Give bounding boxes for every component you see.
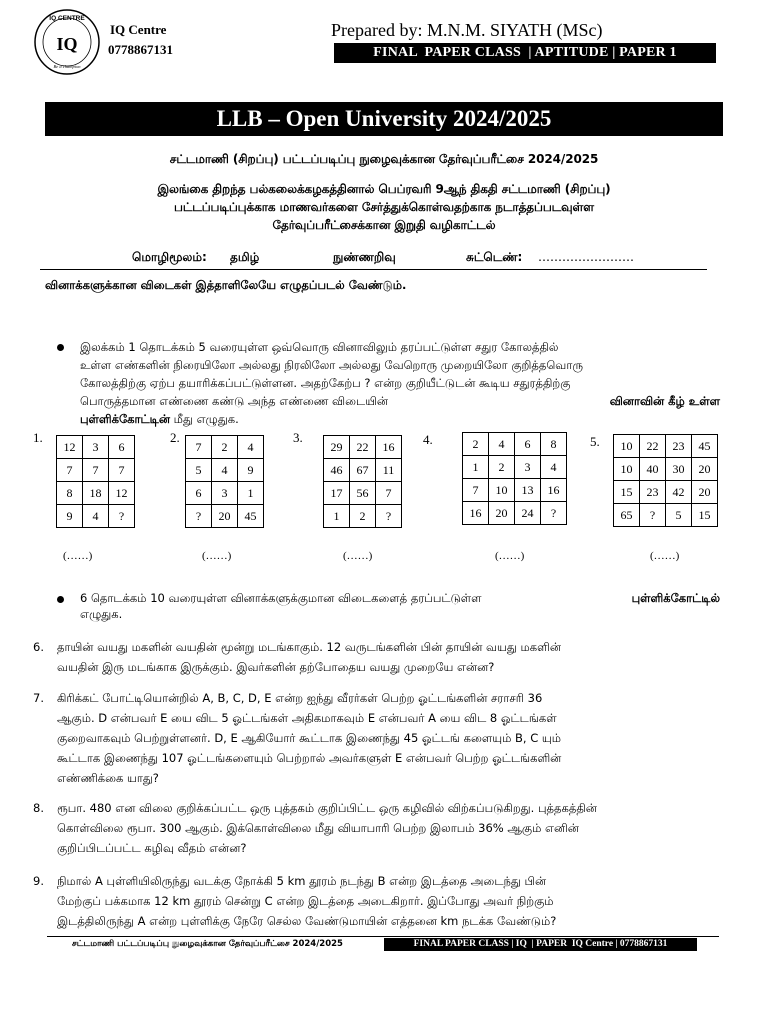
question-text: நிமால் A புள்ளியிலிருந்து வடக்கு நோக்கி 5 km தூரம் நடந்து B என்ற இடத்தை அடைந்து பின் மேற்குப் பக்கமாக 12 km தூரம் சென்று C என்ற இடத்தை அடைகிறார். இப்போது அவர் நிற்கும் இடத்திலிருந்து A என்ற புள்ளிக்கு நேரே செல்ல வேண்டுமாயின் எத்தனை km நடக்க வேண்டும்?	[57, 874, 557, 928]
grid-cell: 56	[350, 482, 376, 505]
grid-cell: 7	[57, 459, 83, 482]
grid-cell: 7	[83, 459, 109, 482]
number-grid	[323, 435, 402, 528]
answer-blank[interactable]: (……)	[495, 550, 525, 562]
grid-cell: 10	[489, 479, 515, 502]
grid-cell: 30	[666, 458, 692, 481]
grid-cell-unknown: ?	[186, 505, 212, 528]
grid-cell: 4	[238, 436, 264, 459]
answer-blank[interactable]: (……)	[343, 550, 373, 562]
grid-cell: 45	[692, 435, 718, 458]
grid-cell: 65	[614, 504, 640, 527]
grid-cell: 5	[186, 459, 212, 482]
grid-cell: 9	[238, 459, 264, 482]
number-grid	[56, 435, 135, 528]
grid-number: 3.	[293, 430, 303, 445]
grid-cell: 4	[212, 459, 238, 482]
question-number: 8.	[33, 801, 44, 815]
grid-cell: 2	[489, 456, 515, 479]
grid-cell: 11	[376, 459, 402, 482]
medium-label: மொழிமூலம்:	[132, 250, 207, 264]
grid-cell: 23	[640, 481, 666, 504]
footer-bar: FINAL PAPER CLASS | IQ | PAPER IQ Centre | 0778867131	[384, 938, 697, 951]
grid-cell-unknown: ?	[376, 505, 402, 528]
grid-cell: 4	[83, 505, 109, 528]
answer-blank[interactable]: (……)	[63, 550, 93, 562]
footer-rule	[47, 936, 719, 937]
prepared-by: Prepared by: M.N.M. SIYATH (MSc)	[331, 20, 603, 40]
logo-bottom-text: Be a champion	[53, 64, 81, 69]
grid-cell: 42	[666, 481, 692, 504]
grid-cell: 17	[324, 482, 350, 505]
page-title: LLB – Open University 2024/2025	[45, 102, 723, 136]
intro-line-3: தேர்வுப்பரீட்சைக்கான இறுதி வழிகாட்டல்	[272, 218, 496, 232]
answer-blank[interactable]: (……)	[650, 550, 680, 562]
grid-cell: 9	[57, 505, 83, 528]
logo-top-text: IQ CENTRE	[49, 15, 85, 22]
grid-cell: 24	[515, 502, 541, 525]
grid-cell: 7	[186, 436, 212, 459]
bullet	[57, 344, 64, 351]
grid-cell: 6	[515, 433, 541, 456]
grid-number: 2.	[170, 430, 180, 445]
instruction: வினாக்களுக்கான விடைகள் இத்தாளிலேயே எழுதப்படல் வேண்டும்.	[45, 278, 407, 292]
grid-cell: 20	[212, 505, 238, 528]
grid-cell: 6	[109, 436, 135, 459]
grid-cell: 15	[692, 504, 718, 527]
answer-blank[interactable]: (……)	[202, 550, 232, 562]
logo-mark: IQ	[56, 34, 78, 54]
grid-cell: 1	[324, 505, 350, 528]
grid-cell: 13	[515, 479, 541, 502]
section1-text: இலக்கம் 1 தொடக்கம் 5 வரையுள்ள ஒவ்வொரு வினாவிலும் தரப்பட்டுள்ள சதுர கோலத்தில் உள்ள எண்களின் நிரையிலோ அல்லது நிரலிலோ அல்லது வேறொரு முறையிலோ குறித்தவொரு கோலத்திற்கு ஏற்ப தயாரிக்கப்பட்டுள்ளன. அதற்கேற்ப ? என்ற குறியீட்டுடன் கூடிய சதுரத்திற்கு பொருத்தமான எண்ணை கண்டு அந்த எண்ணை விடையின் வினாவின் கீழ் உள்ள புள்ளிக்கோட்டின் மீது எழுதுக.	[80, 340, 720, 426]
grid-cell: 5	[666, 504, 692, 527]
grid-cell: 6	[186, 482, 212, 505]
grid-cell: 1	[463, 456, 489, 479]
grid-cell: 22	[640, 435, 666, 458]
grid-cell-unknown: ?	[640, 504, 666, 527]
centre-phone: 0778867131	[108, 42, 173, 57]
grid-cell: 8	[57, 482, 83, 505]
grid-cell: 20	[692, 481, 718, 504]
grid-cell: 20	[692, 458, 718, 481]
grid-cell: 15	[614, 481, 640, 504]
grid-cell: 2	[350, 505, 376, 528]
bullet	[57, 596, 64, 603]
header-rule	[40, 269, 707, 270]
grid-cell: 23	[666, 435, 692, 458]
iq-centre-logo	[33, 8, 101, 76]
grid-cell: 3	[83, 436, 109, 459]
grid-cell: 2	[212, 436, 238, 459]
grid-cell: 4	[489, 433, 515, 456]
grid-cell: 4	[541, 456, 567, 479]
grid-cell: 12	[57, 436, 83, 459]
section2-text: 6 தொடக்கம் 10 வரையுள்ள வினாக்களுக்குமான விடைகளைத் தரப்பட்டுள்ள புள்ளிக்கோட்டில் எழுதுக.	[80, 591, 720, 621]
grid-cell: 22	[350, 436, 376, 459]
grid-cell: 7	[109, 459, 135, 482]
index-field[interactable]: ……………………	[538, 250, 634, 264]
grid-number: 5.	[590, 434, 600, 449]
number-grid	[185, 435, 264, 528]
paper-bar: FINAL PAPER CLASS | APTITUDE | PAPER 1	[334, 43, 716, 63]
grid-cell: 1	[238, 482, 264, 505]
intro-line-1: இலங்கை திறந்த பல்கலைக்கழகத்தினால் பெப்ரவரி 9ஆந் திகதி சட்டமாணி (சிறப்பு)	[157, 182, 611, 196]
intro-line-2: பட்டப்படிப்புக்காக மாணவர்களை சேர்த்துக்கொள்வதற்காக நடாத்தப்படவுள்ள	[174, 200, 594, 214]
index-label: சுட்டெண்:	[466, 250, 523, 264]
grid-cell: 10	[614, 435, 640, 458]
medium-value: தமிழ்	[230, 250, 260, 264]
number-grid	[462, 432, 567, 525]
grid-cell: 46	[324, 459, 350, 482]
section1-emph-2: புள்ளிக்கோட்டின்	[80, 412, 170, 426]
grid-cell: 3	[212, 482, 238, 505]
grid-cell: 16	[376, 436, 402, 459]
grid-cell: 45	[238, 505, 264, 528]
grid-cell: 7	[463, 479, 489, 502]
grid-cell: 67	[350, 459, 376, 482]
grid-cell: 16	[463, 502, 489, 525]
centre-name: IQ Centre	[110, 22, 167, 37]
grid-cell: 7	[376, 482, 402, 505]
section1-emph-1: வினாவின் கீழ் உள்ள	[609, 394, 720, 408]
question-text: ரூபா. 480 என விலை குறிக்கப்பட்ட ஒரு புத்தகம் குறிப்பிட்ட ஒரு கழிவில் விற்கப்படுகிறது. புத்தகத்தின் கொள்விலை ரூபா. 300 ஆகும். இக்கொள்விலை மீது வியாபாரி பெற்ற இலாபம் 36% ஆகும் எனின் குறிப்பிடப்பட்ட கழிவு வீதம் என்ன?	[57, 801, 597, 855]
exam-line: சட்டமாணி (சிறப்பு) பட்டப்படிப்பு நுழைவுக்கான தேர்வுப்பரீட்சை 2024/2025	[169, 152, 599, 166]
grid-cell: 3	[515, 456, 541, 479]
question-text: கிரிக்கட் போட்டியொன்றில் A, B, C, D, E என்ற ஐந்து வீரர்கள் பெற்ற ஓட்டங்களின் சராசரி 36 ஆகும். D என்பவர் E யை விட 5 ஓட்டங்கள் அதிகமாகவும் E என்பவர் A யை விட 8 ஓட்டங்கள் குறைவாகவும் பெற்றுள்ளனர். D, E ஆகியோர் கூட்டாக இணைந்து 45 ஓட்டங் களையும் B, C யும் கூட்டாக இணைந்து 107 ஓட்டங்களையும் பெற்றால் அவர்களுள் E என்பவர் பெற்ற ஓட்டங்களின் எண்ணிக்கை யாது?	[57, 691, 562, 785]
question-number: 7.	[33, 691, 44, 705]
grid-number: 4.	[423, 432, 433, 447]
grid-cell: 10	[614, 458, 640, 481]
question-number: 6.	[33, 640, 44, 654]
number-grid	[613, 434, 718, 527]
grid-cell: 12	[109, 482, 135, 505]
grid-cell: 40	[640, 458, 666, 481]
grid-cell: 18	[83, 482, 109, 505]
question-text: தாயின் வயது மகளின் வயதின் மூன்று மடங்காகும். 12 வருடங்களின் பின் தாயின் வயது மகளின் வயதின் இரு மடங்காக இருக்கும். இவர்களின் தற்போதைய வயது முறையே என்ன?	[57, 640, 561, 674]
footer-text: சட்டமாணி பட்டப்படிப்பு நுழைவுக்கான தேர்வுப்பரீட்சை 2024/2025	[72, 939, 343, 949]
grid-cell-unknown: ?	[109, 505, 135, 528]
grid-cell: 20	[489, 502, 515, 525]
question-number: 9.	[33, 874, 44, 888]
grid-number: 1.	[33, 430, 43, 445]
grid-cell: 8	[541, 433, 567, 456]
grid-cell-unknown: ?	[541, 502, 567, 525]
grid-cell: 16	[541, 479, 567, 502]
grid-cell: 29	[324, 436, 350, 459]
grid-cell: 2	[463, 433, 489, 456]
subject-label: நுண்ணறிவு	[333, 250, 396, 264]
section2-emph: புள்ளிக்கோட்டில்	[631, 591, 720, 605]
